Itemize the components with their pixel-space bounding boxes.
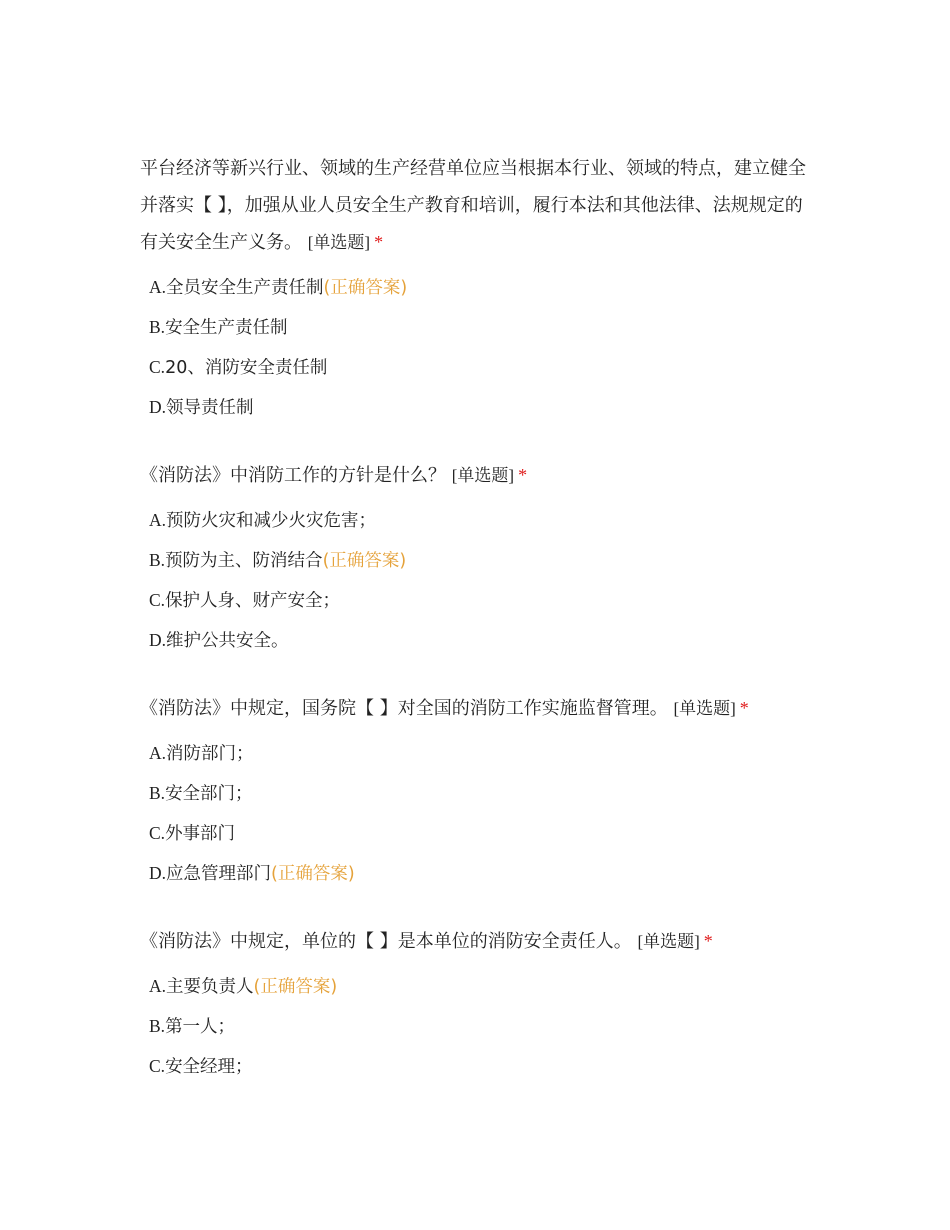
option-b[interactable] [149, 773, 820, 813]
option-letter: A. [149, 510, 167, 530]
required-mark: * [518, 465, 528, 485]
question-type-label: [单选题] [307, 233, 371, 252]
option-letter: A. [149, 743, 167, 763]
option-b[interactable] [149, 307, 820, 347]
option-letter: D. [149, 630, 167, 650]
option-text: 安全生产责任制 [165, 318, 288, 338]
option-letter: C. [149, 590, 166, 610]
option-c[interactable] [149, 580, 820, 620]
option-letter: B. [149, 1016, 166, 1036]
option-text: 预防为主、防消结合 [165, 551, 323, 571]
option-a[interactable] [149, 733, 820, 773]
question-2 [140, 457, 820, 660]
option-b[interactable] [149, 1006, 820, 1046]
question-type-label: [单选题] [637, 932, 700, 951]
question-text [140, 150, 820, 261]
option-text: 领导责任制 [166, 398, 254, 418]
option-text: 维护公共安全。 [166, 631, 289, 651]
question-4 [140, 923, 820, 1086]
required-mark: * [739, 698, 749, 718]
option-text: 安全部门； [165, 784, 253, 804]
question-1 [140, 150, 820, 427]
correct-answer-tag: (正确答案) [322, 551, 407, 571]
option-text: 20、消防安全责任制 [165, 358, 328, 378]
option-letter: B. [149, 317, 166, 337]
option-letter: C. [149, 1056, 166, 1076]
correct-answer-tag: (正确答案) [323, 278, 408, 298]
option-list [140, 267, 820, 427]
option-b[interactable] [149, 540, 820, 580]
option-letter: C. [149, 357, 166, 377]
required-mark: * [374, 232, 384, 252]
option-text: 消防部门； [166, 744, 254, 764]
question-3 [140, 690, 820, 893]
question-stem: 《消防法》中规定，单位的【 】是本单位的消防安全责任人。 [140, 931, 632, 952]
question-text [140, 457, 820, 494]
option-text: 安全经理； [165, 1057, 253, 1077]
option-letter: B. [149, 550, 166, 570]
option-c[interactable] [149, 1046, 820, 1086]
option-a[interactable] [149, 500, 820, 540]
question-stem: 平台经济等新兴行业、领域的生产经营单位应当根据本行业、领域的特点，建立健全并落实【 】，加强从业人员安全生产教育和培训，履行本法和其他法律、法规规定的有关安全生产义务。 [140, 158, 806, 253]
option-d[interactable] [149, 620, 820, 660]
question-text [140, 690, 820, 727]
option-list [140, 500, 820, 660]
option-list [140, 733, 820, 893]
option-c[interactable] [149, 347, 820, 387]
question-text [140, 923, 820, 960]
option-letter: D. [149, 863, 167, 883]
quiz-document [140, 150, 820, 1116]
question-stem: 《消防法》中规定，国务院【 】对全国的消防工作实施监督管理。 [140, 698, 668, 719]
option-letter: D. [149, 397, 167, 417]
option-text: 外事部门 [165, 824, 236, 844]
option-text: 应急管理部门 [166, 864, 272, 884]
question-stem: 《消防法》中消防工作的方针是什么？ [140, 465, 446, 486]
option-a[interactable] [149, 966, 820, 1006]
option-text: 保护人身、财产安全； [165, 591, 341, 611]
question-type-label: [单选题] [451, 466, 515, 485]
option-letter: B. [149, 783, 166, 803]
option-letter: C. [149, 823, 166, 843]
option-list [140, 966, 820, 1086]
option-text: 第一人； [165, 1017, 236, 1037]
option-d[interactable] [149, 853, 820, 893]
option-text: 全员安全生产责任制 [166, 278, 324, 298]
question-type-label: [单选题] [673, 699, 736, 718]
correct-answer-tag: (正确答案) [253, 977, 338, 997]
option-c[interactable] [149, 813, 820, 853]
option-text: 预防火灾和减少火灾危害； [166, 511, 377, 531]
option-text: 主要负责人 [166, 977, 254, 997]
option-letter: A. [149, 277, 167, 297]
required-mark: * [703, 931, 713, 951]
option-letter: A. [149, 976, 167, 996]
option-a[interactable] [149, 267, 820, 307]
correct-answer-tag: (正确答案) [271, 864, 355, 884]
option-d[interactable] [149, 387, 820, 427]
